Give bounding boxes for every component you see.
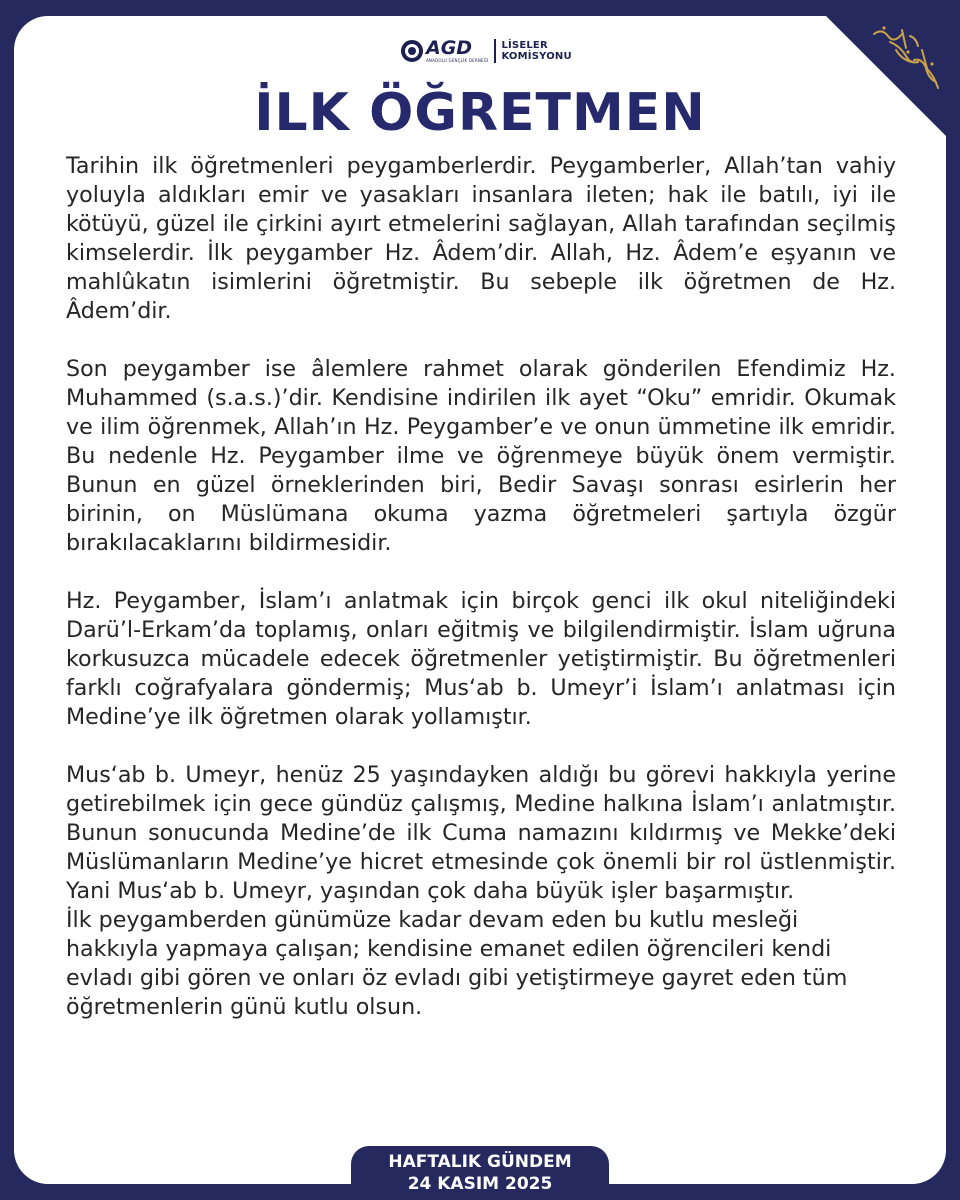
paragraph-4: Mus‘ab b. Umeyr, henüz 25 yaşındayken aldığı bu görevi hakkıyla yerine getirebilmek için gece gündüz çalışmış, Medine halkına İslam’ı anlatmıştır. Bunun sonucunda Medine’de ilk Cuma namazını kıldırmış ve Mekke’deki Müslümanların Medine’ye hicret etmesinde çok önemli bir rol üstlenmiştir. Yani Mus‘ab b. Umeyr, yaşından çok daha büyük işler başarmıştır. bbox=[66, 762, 896, 904]
footer-badge bbox=[351, 1146, 609, 1200]
commission-label-line1: LİSELER bbox=[501, 40, 548, 51]
agd-logo-wordmark: AGD bbox=[426, 37, 473, 59]
agd-logo bbox=[401, 36, 572, 66]
logo-divider bbox=[494, 39, 496, 63]
commission-label bbox=[501, 40, 571, 62]
agd-logo-subtitle: ANADOLU GENÇLİK DERNEĞİ bbox=[426, 58, 489, 63]
paragraph-3: Hz. Peygamber, İslam’ı anlatmak için birçok genci ilk okul niteliğindeki Darü’l-Erkam’da toplamış, onları eğitmiş ve bilgilendirmiştir. İslam uğruna korkusuzca mücadele edecek öğretmenler yetiştirmiştir. Bu öğretmenleri farklı coğrafyalara göndermiş; Mus‘ab b. Umeyr’i İslam’ı anlatması için Medine’ye ilk öğretmen olarak yollamıştır. bbox=[66, 588, 896, 730]
paragraph-5: İlk peygamberden günümüze kadar devam eden bu kutlu mesleği hakkıyla yapmaya çalışan; kendisine emanet edilen öğrencileri kendi evladı gibi gören ve onları öz evladı gibi yetiştirmeye gayret eden tüm öğretmenlerin günü kutlu olsun. bbox=[66, 907, 848, 1020]
footer-label: HAFTALIK GÜNDEM bbox=[388, 1152, 572, 1172]
paragraph-1: Tarihin ilk öğretmenleri peygamberlerdir. Peygamberler, Allah’tan vahiy yoluyla aldıkları emir ve yasakları insanlara ileten; hak ile batılı, iyi ile kötüyü, güzel ile çirkini ayırt etmelerini sağlayan, Allah tarafından seçilmiş kimselerdir. İlk peygamber Hz. Âdem’dir. Allah, Hz. Âdem’e eşyanın ve mahlûkatın isimlerini öğretmiştir. Bu sebeple ilk öğretmen de Hz. Âdem’dir. bbox=[66, 153, 896, 324]
paragraph-2: Son peygamber ise âlemlere rahmet olarak gönderilen Efendimiz Hz. Muhammed (s.a.s.)’dir. Kendisine indirilen ilk ayet “Oku” emridir. Okumak ve ilim öğrenmek, Allah’ın Hz. Peygamber’e ve onun ümmetine ilk emridir. Bu nedenle Hz. Peygamber ilme ve öğrenmeye büyük önem vermiştir. Bunun en güzel örneklerinden biri, Bedir Savaşı sonrası esirlerin her birinin, on Müslümana okuma yazma öğretmeleri şartıyla özgür bırakılacaklarını bildirmesidir. bbox=[66, 356, 896, 556]
footer-date: 24 KASIM 2025 bbox=[407, 1174, 553, 1194]
page-title: İLK ÖĞRETMEN bbox=[254, 83, 706, 143]
commission-label-line2: KOMİSYONU bbox=[501, 51, 572, 62]
article-body bbox=[66, 152, 896, 1022]
agd-logo-icon bbox=[401, 40, 423, 62]
agd-logo-text bbox=[426, 39, 488, 63]
